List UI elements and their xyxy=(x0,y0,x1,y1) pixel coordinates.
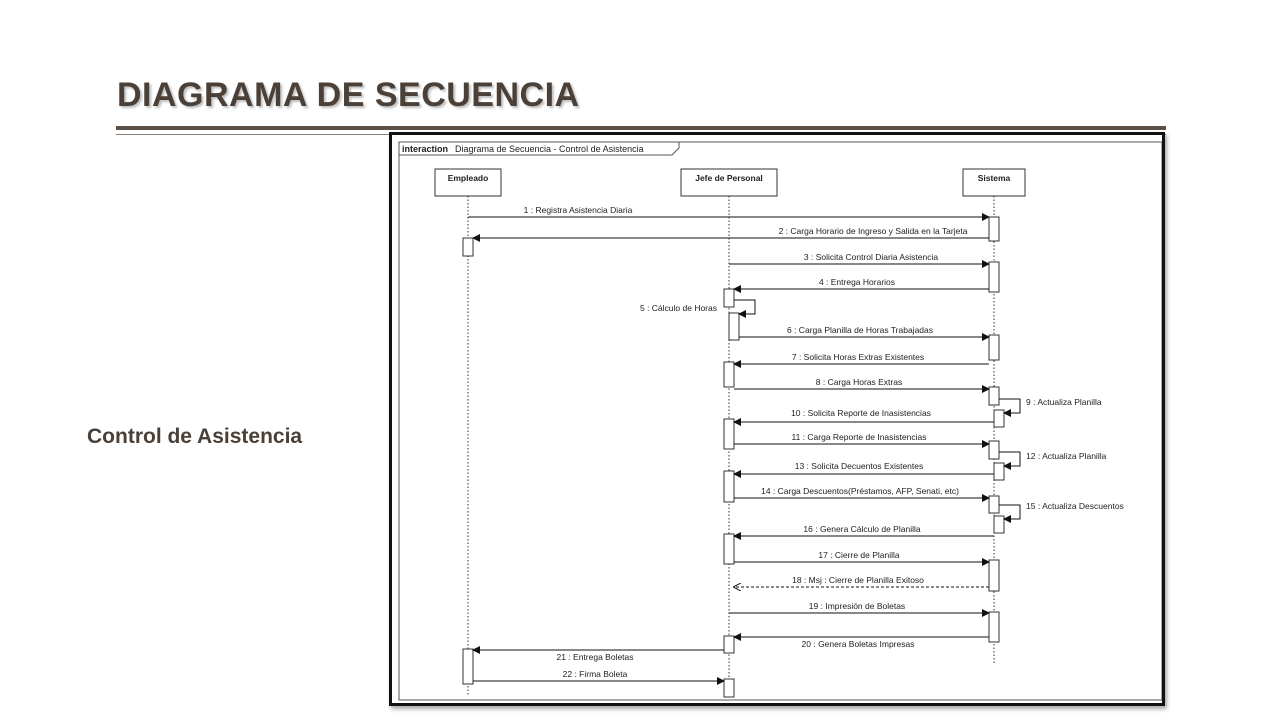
message-21-label: 21 : Entrega Boletas xyxy=(556,652,634,662)
activation-bar xyxy=(724,419,734,449)
message-20-label: 20 : Genera Boletas Impresas xyxy=(801,639,915,649)
activation-bar xyxy=(724,471,734,502)
activation-bar xyxy=(989,560,999,591)
message-9-label: 9 : Actualiza Planilla xyxy=(1026,397,1102,407)
activation-bar xyxy=(724,636,734,653)
message-12-label: 12 : Actualiza Planilla xyxy=(1026,451,1107,461)
activation-bar xyxy=(989,335,999,360)
side-label: Control de Asistencia xyxy=(87,425,303,448)
activation-bar xyxy=(989,612,999,642)
activation-bar xyxy=(994,516,1004,533)
activation-bar xyxy=(989,217,999,241)
message-11-label: 11 : Carga Reporte de Inasistencias xyxy=(791,432,927,442)
message-10-label: 10 : Solicita Reporte de Inasistencias xyxy=(791,408,931,418)
frame-keyword: interaction xyxy=(402,144,449,154)
lifeline-label-sistema: Sistema xyxy=(977,173,1011,183)
slide-title: DIAGRAMA DE SECUENCIA xyxy=(117,76,580,114)
sequence-diagram xyxy=(392,135,1162,703)
lifeline-label-jefe: Jefe de Personal xyxy=(695,173,763,183)
message-19-label: 19 : Impresión de Boletas xyxy=(808,601,906,611)
message-4-label: 4 : Entrega Horarios xyxy=(818,277,896,287)
diagram-frame xyxy=(389,132,1165,706)
frame-name: Diagrama de Secuencia - Control de Asistencia xyxy=(455,144,644,154)
message-2-label: 2 : Carga Horario de Ingreso y Salida en la Tarjeta xyxy=(778,226,968,236)
activation-bar xyxy=(724,289,734,307)
activation-bar xyxy=(463,649,473,684)
message-3-label: 3 : Solicita Control Diaria Asistencia xyxy=(803,252,939,262)
activation-bar xyxy=(724,679,734,697)
message-5-label: 5 : Cálculo de Horas xyxy=(639,303,717,313)
message-18-label: 18 : Msj : Cierre de Planilla Exitoso xyxy=(792,575,924,585)
activation-bar xyxy=(989,262,999,292)
message-7-label: 7 : Solicita Horas Extras Existentes xyxy=(791,352,925,362)
activation-bar xyxy=(729,313,739,340)
activation-bar xyxy=(989,496,999,513)
message-1-label: 1 : Registra Asistencia Diaria xyxy=(523,205,633,215)
activation-bar xyxy=(989,441,999,459)
message-17-label: 17 : Cierre de Planilla xyxy=(818,550,900,560)
message-8-label: 8 : Carga Horas Extras xyxy=(815,377,903,387)
activation-bar xyxy=(463,238,473,256)
activation-bar xyxy=(724,534,734,564)
message-15-label: 15 : Actualiza Descuentos xyxy=(1026,501,1124,511)
title-underline xyxy=(116,126,1166,130)
activation-bar xyxy=(724,362,734,387)
activation-bar xyxy=(994,463,1004,480)
message-5-arrow xyxy=(734,300,755,314)
activation-bar xyxy=(994,410,1004,427)
message-16-label: 16 : Genera Cálculo de Planilla xyxy=(803,524,921,534)
message-6-label: 6 : Carga Planilla de Horas Trabajadas xyxy=(787,325,933,335)
message-13-label: 13 : Solicita Decuentos Existentes xyxy=(794,461,924,471)
activation-bar xyxy=(989,387,999,405)
lifeline-label-empleado: Empleado xyxy=(447,173,489,183)
message-22-label: 22 : Firma Boleta xyxy=(562,669,628,679)
message-14-label: 14 : Carga Descuentos(Préstamos, AFP, Senati, etc) xyxy=(761,486,959,496)
